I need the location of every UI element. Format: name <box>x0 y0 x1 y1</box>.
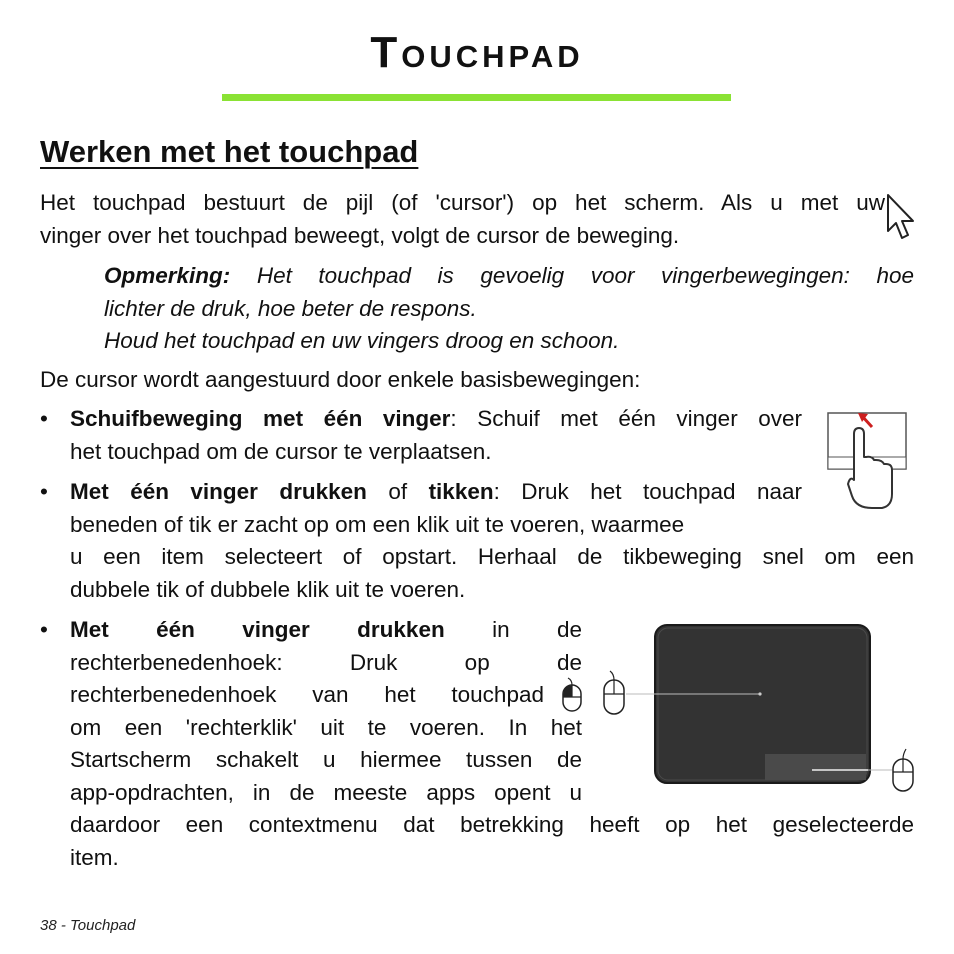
bullet-right-click-title: Met één vinger drukken <box>70 617 445 642</box>
basics-paragraph: De cursor wordt aangestuurd door enkele basisbewegingen: <box>40 367 641 392</box>
finger-swipe-icon <box>826 410 910 510</box>
bullet-right-click <box>70 614 582 809</box>
bullet-right-click-continued <box>70 809 914 874</box>
bullet-tap-line-3: u een item selecteert of opstart. Herhaal de tikbeweging snel om een <box>70 544 914 569</box>
note-label: Opmerking: <box>104 263 231 288</box>
title-divider <box>222 94 731 101</box>
bullet-right-click-line-3: rechterbenedenhoek van het touchpad <box>70 682 544 707</box>
bullet-marker: • <box>40 406 48 431</box>
bullet-swipe-line-2: het touchpad om de cursor te verplaatsen. <box>70 438 492 464</box>
note-line-1-text: Het touchpad is gevoelig voor vingerbewegingen: hoe <box>230 263 914 288</box>
bullet-tap-continued <box>70 541 914 606</box>
bullet-swipe-line-1 <box>70 403 802 436</box>
bullet-right-click-line-8: item. <box>70 844 119 870</box>
bullet-tap-title-1: Met één vinger drukken <box>70 479 367 504</box>
page-footer: 38 - Touchpad <box>40 917 136 934</box>
bullet-tap-title-2: tikken <box>428 479 494 504</box>
touchpad-illustration <box>600 622 920 797</box>
note-line-3: Houd het touchpad en uw vingers droog en schoon. <box>104 328 620 353</box>
bullet-right-click-line-6: app-opdrachten, in de meeste apps opent u <box>70 779 582 805</box>
mouse-left-click-icon <box>561 677 583 713</box>
bullet-marker: • <box>40 479 48 504</box>
bullet-swipe-title: Schuifbeweging met één vinger <box>70 406 451 431</box>
bullet-right-click-line-7: daardoor een contextmenu dat betrekking heeft op het geselecteerde <box>70 812 914 837</box>
bullet-tap-line-1 <box>70 476 802 509</box>
bullet-right-click-line-1 <box>70 614 582 647</box>
bullet-tap-line-1-text: : Druk het touchpad naar <box>493 479 803 504</box>
note-line-2: lichter de druk, hoe beter de respons. <box>104 295 477 321</box>
bullet-swipe-line-1-text: : Schuif met één vinger over <box>450 406 802 431</box>
bullet-tap-mid: of <box>366 479 429 504</box>
bullet-tap-line-2: beneden of tik er zacht op om een klik uit te voeren, waarmee <box>70 511 685 537</box>
bullet-right-click-line-5: Startscherm schakelt u hiermee tussen de <box>70 747 582 772</box>
bullet-right-click-line-2: rechterbenedenhoek: Druk op de <box>70 649 582 675</box>
note-line-1 <box>104 260 914 293</box>
bullet-right-click-line-1-text: in de <box>444 617 582 642</box>
bullet-marker: • <box>40 617 48 642</box>
section-title: Werken met het touchpad <box>40 134 419 169</box>
intro-line-2: vinger over het touchpad beweegt, volgt de cursor de beweging. <box>40 222 680 248</box>
intro-line-1: Het touchpad bestuurt de pijl (of 'cursor') op het scherm. Als u met uw <box>40 190 885 215</box>
chapter-title: Touchpad <box>370 28 584 77</box>
cursor-arrow-icon <box>886 193 916 243</box>
note-block <box>104 260 914 358</box>
bullet-tap <box>70 476 802 541</box>
bullet-right-click-line-4: om een 'rechterklik' uit te voeren. In het <box>70 714 582 740</box>
bullet-swipe <box>70 403 802 468</box>
intro-paragraph <box>40 187 885 252</box>
bullet-tap-line-4: dubbele tik of dubbele klik uit te voeren. <box>70 576 466 602</box>
